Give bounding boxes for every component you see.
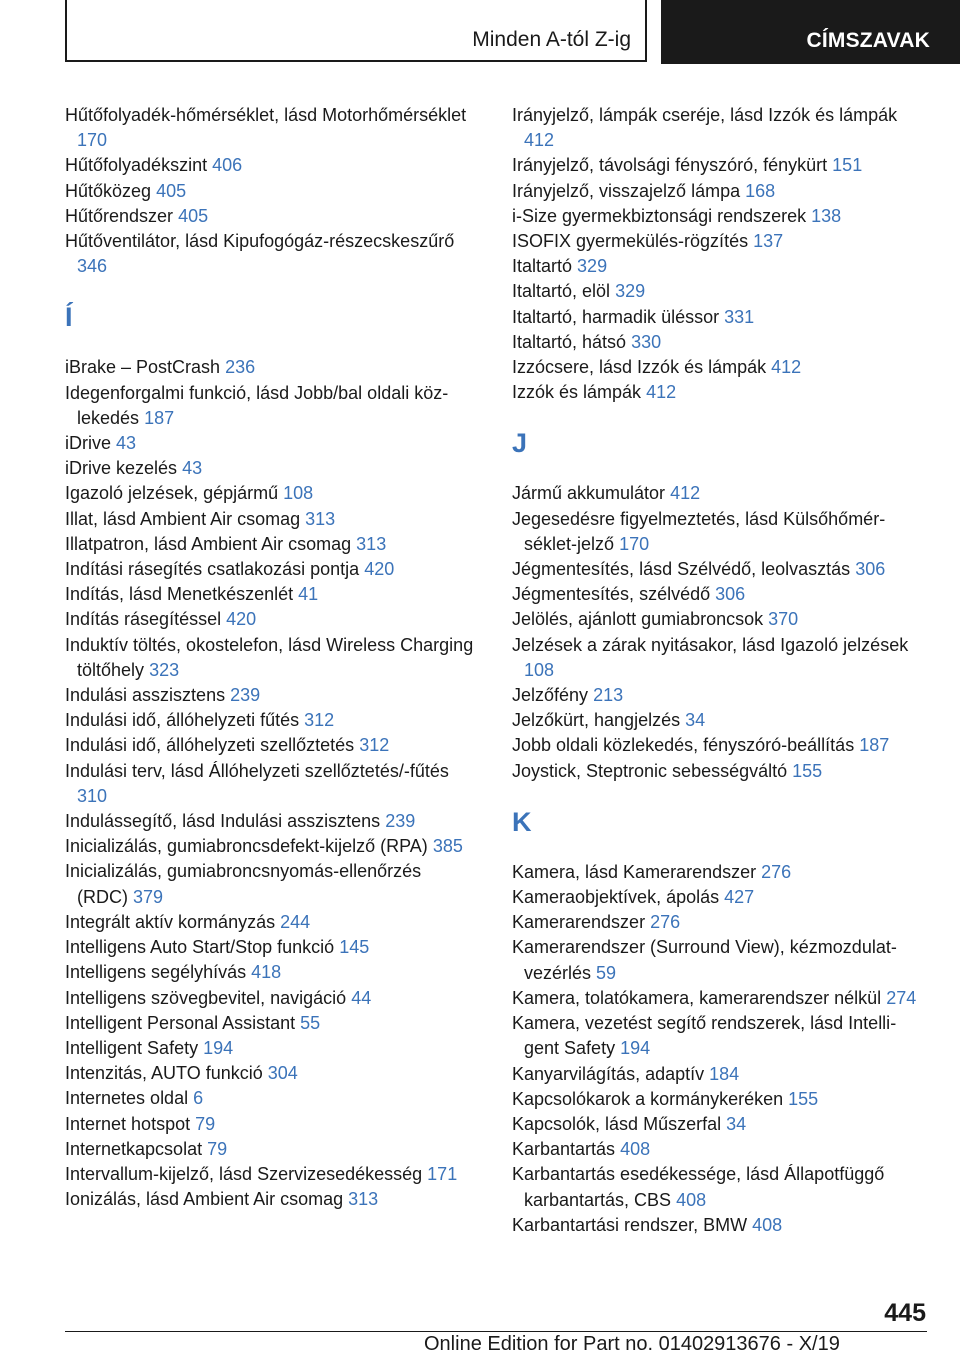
index-entry-term: Kanyarvilágítás, adaptív (512, 1063, 705, 1084)
index-entry (65, 607, 475, 632)
index-entry (512, 330, 922, 355)
index-entry (512, 759, 922, 784)
index-entry (512, 607, 922, 632)
page-reference-link[interactable]: 412 (771, 357, 802, 378)
page-reference-link[interactable]: 59 (596, 962, 617, 983)
index-entry (512, 1011, 922, 1061)
index-entry (512, 683, 922, 708)
index-entry-term: ISOFIX gyermekülés-rögzítés (512, 231, 749, 252)
page-reference-link[interactable]: 44 (351, 987, 372, 1008)
index-entry (512, 204, 922, 229)
index-entry (65, 986, 475, 1011)
index-entry (65, 708, 475, 733)
page-reference-link[interactable]: 408 (752, 1214, 783, 1235)
index-entry-term: Hűtőventilátor, lásd Kipufogógáz-részecskeszűrő (65, 231, 455, 252)
page-reference-link[interactable]: 194 (203, 1037, 234, 1058)
index-entry (512, 1213, 922, 1238)
index-entry-term: Indulássegítő, lásd Indulási asszisztens (65, 811, 381, 832)
index-entry (65, 1112, 475, 1137)
index-entry (65, 683, 475, 708)
index-entry-term: Jelzőfény (512, 685, 589, 706)
index-entry (512, 103, 922, 153)
index-entry-term: Indulási terv, lásd Állóhelyzeti szellőztetés/-fűtés (65, 760, 449, 781)
index-entry-term: Intelligens szövegbevitel, navigáció (65, 987, 347, 1008)
index-entry (65, 481, 475, 506)
index-entry (65, 103, 475, 153)
page-reference-link[interactable]: 276 (761, 861, 792, 882)
page-reference-link[interactable]: 310 (77, 785, 108, 806)
index-entry (512, 1137, 922, 1162)
index-entry-term: Hűtőrendszer (65, 205, 174, 226)
index-entry-term: Idegenforgalmi funkció, lásd Jobb/bal oldali közlekedés (65, 382, 449, 428)
index-entry-term: Intelligent Safety (65, 1037, 199, 1058)
index-entry (512, 885, 922, 910)
index-entry-term: Indulási idő, állóhelyzeti fűtés (65, 710, 300, 731)
index-entry (65, 1187, 475, 1212)
index-entry (65, 507, 475, 532)
page-reference-link[interactable]: 213 (593, 685, 624, 706)
page-reference-link[interactable]: 420 (364, 559, 395, 580)
page-reference-link[interactable]: 408 (620, 1139, 651, 1160)
index-column-right (512, 103, 922, 1238)
index-entry-term: Italtartó, elöl (512, 281, 611, 302)
index-entry-term: iDrive (65, 433, 112, 454)
index-entry (512, 708, 922, 733)
index-entry-term: Indulási idő, állóhelyzeti szellőztetés (65, 735, 355, 756)
page-reference-link[interactable]: 170 (77, 130, 108, 151)
section-tab (661, 0, 960, 64)
index-entry-term: Indítási rásegítés csatlakozási pontja (65, 559, 360, 580)
index-entry-term: Kamera, lásd Kamerarendszer (512, 861, 757, 882)
index-entry-term: Intenzitás, AUTO funkció (65, 1063, 263, 1084)
index-entry-term: Kameraobjektívek, ápolás (512, 887, 720, 908)
index-entry-term: Jobb oldali közlekedés, fényszóró-beállítás (512, 735, 855, 756)
index-entry (512, 910, 922, 935)
page-reference-link[interactable]: 155 (788, 1088, 819, 1109)
index-entry-term: Karbantartási rendszer, BMW (512, 1214, 748, 1235)
index-letter-heading: J (512, 428, 528, 459)
page-reference-link[interactable]: 412 (670, 483, 701, 504)
page-reference-link[interactable]: 170 (619, 533, 650, 554)
index-entry (65, 1061, 475, 1086)
index-entry (512, 481, 922, 506)
page-reference-link[interactable]: 406 (212, 155, 243, 176)
page-reference-link[interactable]: 187 (859, 735, 890, 756)
index-entry (512, 305, 922, 330)
index-entry (65, 456, 475, 481)
index-entry-term: Joystick, Steptronic sebességváltó (512, 760, 788, 781)
page-reference-link[interactable]: 43 (116, 433, 137, 454)
index-entry (512, 1062, 922, 1087)
index-entry-term: Jegesedésre figyelmeztetés, lásd Külsőhőmérséklet-jelző (512, 508, 886, 554)
index-entry (512, 507, 922, 557)
index-entry (65, 153, 475, 178)
index-entry-term: Irányjelző, távolsági fényszóró, fénykürt (512, 155, 828, 176)
index-entry (65, 859, 475, 909)
page-reference-link[interactable]: 276 (650, 912, 681, 933)
index-entry (65, 733, 475, 758)
index-entry-term: Jármű akkumulátor (512, 483, 666, 504)
index-entry-term: Ionizálás, lásd Ambient Air csomag (65, 1189, 344, 1210)
index-entry-term: Jégmentesítés, lásd Szélvédő, leolvasztás (512, 559, 851, 580)
page-reference-link[interactable]: 379 (133, 886, 164, 907)
index-entry (65, 381, 475, 431)
page-number: 445 (884, 1299, 926, 1327)
index-entry-term: Inicializálás, gumiabroncsdefekt-kijelző (RPA) (65, 836, 428, 857)
page-reference-link[interactable]: 244 (280, 911, 311, 932)
index-entry (512, 935, 922, 985)
page-reference-link[interactable]: 274 (886, 987, 917, 1008)
index-entry-term: Jelzések a zárak nyitásakor, lásd Igazoló jelzések (512, 634, 909, 655)
index-entry-term: Igazoló jelzések, gépjármű (65, 483, 279, 504)
page-reference-link[interactable]: 306 (715, 584, 746, 605)
index-entry (512, 254, 922, 279)
page-reference-link[interactable]: 312 (359, 735, 390, 756)
page-reference-link[interactable]: 108 (524, 659, 555, 680)
index-entry (65, 204, 475, 229)
page-reference-link[interactable]: 323 (149, 659, 180, 680)
index-entry (512, 179, 922, 204)
index-entry (65, 431, 475, 456)
index-entry-term: Jelzőkürt, hangjelzés (512, 710, 681, 731)
index-entry-term: Karbantartás esedékessége, lásd Állapotfüggő karbantartás, CBS (512, 1164, 885, 1210)
index-entry (512, 582, 922, 607)
index-entry-term: Indítás, lásd Menetkészenlét (65, 584, 294, 605)
index-entry (65, 1011, 475, 1036)
page-reference-link[interactable]: 79 (195, 1113, 216, 1134)
page-reference-link[interactable]: 330 (631, 331, 662, 352)
section-title: CÍMSZAVAK (806, 29, 930, 52)
page-reference-link[interactable]: 155 (792, 760, 823, 781)
page-reference-link[interactable]: 329 (577, 256, 608, 277)
page-reference-link[interactable]: 41 (298, 584, 319, 605)
page-reference-link[interactable]: 346 (77, 256, 108, 277)
index-entry (65, 633, 475, 683)
index-entry (512, 229, 922, 254)
index-entry-term: Jégmentesítés, szélvédő (512, 584, 711, 605)
index-entry-term: Internet hotspot (65, 1113, 191, 1134)
index-entry-term: Illatpatron, lásd Ambient Air csomag (65, 533, 352, 554)
page-reference-link[interactable]: 6 (193, 1088, 204, 1109)
page-reference-link[interactable]: 385 (432, 836, 463, 857)
index-entry-term: Hűtőfolyadék-hőmérséklet, lásd Motorhőmérséklet (65, 105, 467, 125)
index-entry-term: Intervallum-kijelző, lásd Szervizesedékesség (65, 1163, 423, 1184)
index-entry (65, 179, 475, 204)
index-entry-term: Intelligent Personal Assistant (65, 1012, 296, 1033)
index-entry-term: Hűtőközeg (65, 180, 152, 201)
index-entry-term: Jelölés, ajánlott gumiabroncsok (512, 609, 764, 630)
index-entry (512, 733, 922, 758)
page-reference-link[interactable]: 236 (225, 357, 256, 378)
index-letter-heading: Í (65, 302, 73, 333)
index-entry (65, 532, 475, 557)
page-reference-link[interactable]: 239 (230, 685, 261, 706)
page-reference-link[interactable]: 239 (385, 811, 416, 832)
index-entry-term: iDrive kezelés (65, 458, 178, 479)
chapter-title: Minden A-tól Z-ig (472, 28, 631, 51)
page-reference-link[interactable]: 329 (615, 281, 646, 302)
page-reference-link[interactable]: 331 (724, 306, 755, 327)
index-entry (65, 910, 475, 935)
page-reference-link[interactable]: 418 (251, 962, 282, 983)
page-reference-link[interactable]: 108 (283, 483, 314, 504)
page-reference-link[interactable]: 420 (226, 609, 257, 630)
index-entry (65, 1162, 475, 1187)
page-reference-link[interactable]: 405 (156, 180, 187, 201)
index-entry-term: Inicializálás, gumiabroncsnyomás-ellenőrzés (RDC) (65, 861, 422, 907)
index-entry (65, 1137, 475, 1162)
index-entry (512, 986, 922, 1011)
index-entry-term: Induktív töltés, okostelefon, lásd Wireless Charging töltőhely (65, 634, 474, 680)
page-reference-link[interactable]: 137 (753, 231, 784, 252)
index-entry (65, 809, 475, 834)
page-reference-link[interactable]: 427 (724, 887, 755, 908)
index-entry (512, 355, 922, 380)
page-reference-link[interactable]: 151 (832, 155, 863, 176)
index-entry-term: Illat, lásd Ambient Air csomag (65, 508, 301, 529)
index-entry-term: Italtartó (512, 256, 573, 277)
page-reference-link[interactable]: 313 (305, 508, 336, 529)
footer-divider (65, 1331, 927, 1332)
index-entry (512, 1087, 922, 1112)
page-reference-link[interactable]: 412 (646, 382, 677, 403)
footer-edition-text: Online Edition for Part no. 01402913676 - X/19 (424, 1333, 840, 1355)
index-entry (65, 355, 475, 380)
page-reference-link[interactable]: 145 (339, 937, 370, 958)
index-entry (65, 960, 475, 985)
index-entry (512, 633, 922, 683)
index-entry (65, 834, 475, 859)
index-entry-term: Kapcsolók, lásd Műszerfal (512, 1113, 722, 1134)
index-entry (65, 1036, 475, 1061)
page-reference-link[interactable]: 138 (811, 205, 842, 226)
index-entry-term: Izzócsere, lásd Izzók és lámpák (512, 357, 767, 378)
index-entry (65, 1086, 475, 1111)
page-reference-link[interactable]: 168 (745, 180, 776, 201)
page-header (65, 0, 960, 64)
index-letter-heading: K (512, 806, 532, 837)
index-entry-term: Kapcsolókarok a kormánykeréken (512, 1088, 784, 1109)
page-reference-link[interactable]: 312 (304, 710, 335, 731)
index-entry-term: Hűtőfolyadékszint (65, 155, 208, 176)
chapter-tab (65, 0, 647, 62)
page-reference-link[interactable]: 34 (726, 1113, 747, 1134)
page-reference-link[interactable]: 43 (182, 458, 203, 479)
index-column-left (65, 103, 475, 1212)
index-entry (65, 557, 475, 582)
page-reference-link[interactable]: 194 (620, 1038, 651, 1059)
page-reference-link[interactable]: 408 (676, 1189, 707, 1210)
page-reference-link[interactable]: 370 (768, 609, 799, 630)
page-reference-link[interactable]: 306 (855, 559, 886, 580)
index-entry-term: Italtartó, harmadik üléssor (512, 306, 720, 327)
index-entry (512, 860, 922, 885)
index-entry (512, 557, 922, 582)
page-reference-link[interactable]: 187 (144, 407, 175, 428)
index-entry (65, 229, 475, 279)
index-entry-term: Izzók és lámpák (512, 382, 642, 403)
index-entry (65, 582, 475, 607)
page-reference-link[interactable]: 171 (427, 1163, 458, 1184)
index-entry-term: Italtartó, hátsó (512, 331, 627, 352)
index-entry (512, 1112, 922, 1137)
index-entry-term: Irányjelző, visszajelző lámpa (512, 180, 741, 201)
page-reference-link[interactable]: 405 (178, 205, 209, 226)
page-reference-link[interactable]: 55 (300, 1012, 321, 1033)
index-entry (65, 759, 475, 809)
index-entry-term: Kamerarendszer (Surround View), kézmozdulatvezérlés (512, 937, 897, 983)
index-entry-term: Kamera, tolatókamera, kamerarendszer nélkül (512, 987, 882, 1008)
index-entry-term: Indítás rásegítéssel (65, 609, 222, 630)
index-entry-term: Kamera, vezetést segítő rendszerek, lásd Intelligent Safety (512, 1013, 897, 1059)
index-entry (512, 1162, 922, 1212)
index-entry-term: Integrált aktív kormányzás (65, 911, 276, 932)
page-reference-link[interactable]: 304 (267, 1063, 298, 1084)
index-entry-term: i-Size gyermekbiztonsági rendszerek (512, 205, 807, 226)
page-reference-link[interactable]: 313 (356, 533, 387, 554)
index-entry (512, 153, 922, 178)
index-entry-term: Internetes oldal (65, 1088, 189, 1109)
index-entry-term: Intelligens Auto Start/Stop funkció (65, 937, 335, 958)
page-reference-link[interactable]: 79 (207, 1138, 228, 1159)
index-entry-term: Internetkapcsolat (65, 1138, 203, 1159)
index-entry (65, 935, 475, 960)
index-entry-term: Irányjelző, lámpák cseréje, lásd Izzók és lámpák (512, 105, 898, 125)
page-reference-link[interactable]: 313 (348, 1189, 379, 1210)
index-entry-term: Indulási asszisztens (65, 685, 226, 706)
page-reference-link[interactable]: 184 (709, 1063, 740, 1084)
index-entry (512, 380, 922, 405)
index-entry-term: iBrake – PostCrash (65, 357, 221, 378)
index-entry-term: Karbantartás (512, 1139, 616, 1160)
page-reference-link[interactable]: 34 (685, 710, 706, 731)
page-reference-link[interactable]: 412 (524, 130, 555, 151)
index-entry-term: Kamerarendszer (512, 912, 646, 933)
index-entry (512, 279, 922, 304)
index-entry-term: Intelligens segélyhívás (65, 962, 247, 983)
